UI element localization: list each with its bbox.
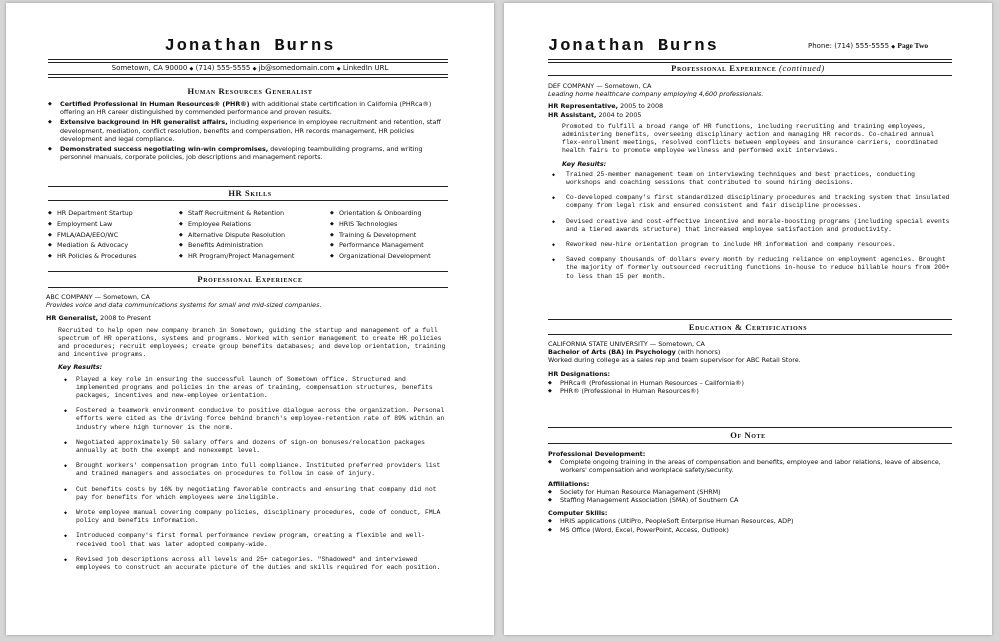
section-divider [48,287,448,288]
candidate-name: Jonathan Burns [164,37,336,56]
designations-list [548,379,952,395]
affiliations-label: Affiliations: [548,479,590,488]
prof-dev-label: Professional Development: [548,450,646,458]
skill-item: ◆ Benefits Administration [179,240,294,251]
skill-item: ◆ Staff Recruitment & Retention [179,208,294,219]
job-block [46,293,450,572]
result-item: ◆ Introduced company's first formal performance review program, creating a flexible and well-received tool that was later adopted company-wide. [64,532,450,548]
skill-item: ◆ HR Program/Project Management [179,251,294,262]
section-divider [48,271,448,272]
header-divider [48,59,448,63]
skill-item: ◆ HR Policies & Procedures [48,251,136,262]
result-item: ◆ Brought workers' compensation program into full compliance. Instituted preferred providers list and trained managers and associates on procedures to follow in case of injury. [64,462,450,478]
result-item: ◆ Co-developed company's first standardized disciplinary procedures and tracking system that insulated company from legal risk and ensured consistent and fair discipline processes. [552,194,952,210]
result-item: ◆ Fostered a teamwork environment conducive to positive dialogue across the organization. Personal efforts were cited as the driving force behind branch's employee-retention rate of 89% within an industry where high turnover is the norm. [64,407,450,432]
key-results-label: Key Results: [58,363,103,372]
role-line: HR Assistant, 2004 to 2005 [548,110,642,119]
section-title-professional-experience: Professional Experience [197,274,303,284]
result-item: ◆ Played a key role in ensuring the successful launch of Sometown office. Structured and implemented programs and policies in the areas of training, compensation structures, benefits packages, incentives and new-employee orientation. [64,376,450,401]
computer-skill-item: ◆ MS Office (Word, Excel, PowerPoint, Access, Outlook) [548,526,952,534]
section-divider [548,443,952,444]
role-line: HR Representative, 2005 to 2008 [548,102,664,111]
section-divider [48,200,448,201]
section-title-professional-experience: Professional Experience (continued) [671,63,825,73]
section-title-of-note: Of Note [730,430,766,440]
section-divider [48,186,448,187]
affiliations-list [548,488,952,504]
company-name: DEF COMPANY — Sometown, CA [548,82,652,90]
section-title-education: Education & Certifications [688,322,808,332]
result-item: ◆ Trained 25-member management team on interviewing techniques and best practices, conducting workshops and coaching sessions that contributed to sound hiring decisions. [552,171,952,187]
summary-item: ◆ Extensive background in HR generalist affairs, including experience in employee recruitment and retention, staff development, mediation, conflict resolution, benefits and compensation, HR records management, HR policies development and legal compliance. [48,118,450,143]
computer-skill-item: ◆ HRIS applications (UltiPro, PeopleSoft Enterprise Human Resources, ADP) [548,517,952,525]
summary-item: ◆ Demonstrated success negotiating win-win compromises, developing teambuilding programs, and writing personnel manuals, corporate policies, job descriptions and management reports. [48,145,450,161]
key-results-label: Key Results: [562,159,607,168]
skill-item: ◆ Mediation & Advocacy [48,240,136,251]
company-description: Leading home healthcare company employing 4,600 professionals. [548,90,764,99]
skill-item: ◆ FMLA/ADA/EEO/WC [48,230,136,241]
separator-diamond-icon: ◆ [891,44,896,50]
page-two-header [808,41,928,50]
section-divider [548,334,952,335]
header-phone: Phone: (714) 555-5555 [808,42,890,50]
of-note-block [548,450,952,534]
result-item: ◆ Reworked new-hire orientation program to include HR information and company resources. [552,241,952,249]
job-summary: Promoted to fulfill a broad range of HR functions, including recruiting and training employees, administering benefits, overseeing disciplinary action and managing HR records. Co-chaired annual flex-enrollment meetings, resolved conflicts between employees and insurance carriers, coordinated health fairs to promote employee wellness and performed exit interviews. [562,122,938,155]
computer-skills-label: Computer Skills: [548,509,608,518]
page-number-label: Page Two [897,41,929,50]
company-description: Provides voice and data communications systems for small and mid-sized companies. [46,301,322,310]
section-divider [548,75,952,76]
skill-item: ◆ Training & Development [330,230,431,241]
skill-item: ◆ Employment Law [48,219,136,230]
affiliation-item: ◆ Society for Human Resource Management (SHRM) [548,488,952,496]
job-summary: Recruited to help open new company branch in Sometown, guiding the startup and management of a full spectrum of HR operations, systems and programs. Worked with senior management to create HR policies and procedures; recruit employees; create group benefits databases; and develop orientation, training and incentive programs. [58,326,446,359]
designation-item: ◆ PHR® (Professional in Human Resources®) [548,387,952,395]
resume-page-two [504,3,992,635]
designations-label: HR Designations: [548,369,611,378]
job-title-line [46,314,450,322]
result-item: ◆ Cut benefits costs by 16% by negotiating favorable contracts and ensuring that company did not pay for benefits for which employees were ineligible. [64,486,450,502]
university-name: CALIFORNIA STATE UNIVERSITY — Sometown, CA [548,340,705,348]
section-divider [548,319,952,320]
skill-item: ◆ Employee Relations [179,219,294,230]
results-list [46,376,450,573]
skills-column-3 [330,208,431,262]
prof-dev-list [548,458,952,474]
contact-line [6,64,494,72]
candidate-name: Jonathan Burns [548,37,719,56]
education-note: Worked during college as a sales rep and team supervisor for ABC Retail Store. [548,356,801,365]
section-divider [548,427,952,428]
degree-line: Bachelor of Arts (BA) in Psychology (with honors) [548,348,721,357]
header-divider [48,74,448,78]
result-item: ◆ Negotiated approximately 50 salary offers and dozens of sign-on bonuses/relocation packages annually at both the exempt and nonexempt level. [64,439,450,455]
skill-item: ◆ Organizational Development [330,251,431,262]
prof-dev-item: ◆ Complete ongoing training in the areas of compensation and benefits, employee and labor relations, leave of absence, workers' compensation and workplace safety/security. [548,458,952,474]
summary-list [48,100,450,161]
contact-email[interactable]: jb@somedomain.com [258,64,335,72]
computer-skills-list [548,517,952,533]
result-item: ◆ Devised creative and cost-effective incentive and morale-boosting programs (including special events and a tiered awards structure) that increased employee satisfaction and productivity. [552,218,952,234]
separator-diamond-icon: ◆ [189,66,194,72]
skill-item: ◆ HR Department Startup [48,208,136,219]
result-item: ◆ Saved company thousands of dollars every month by reducing reliance on employment agencies. Brought the majority of formerly outsourced recruiting functions in-house to reduce billable hours from 200+ to less than 15 per month. [552,256,952,281]
skills-column-2 [179,208,294,262]
skill-item: ◆ Alternative Dispute Resolution [179,230,294,241]
job-dates: 2008 to Present [98,314,151,323]
education-block [548,340,952,395]
resume-page-one [6,3,494,635]
section-title-hr-skills: HR Skills [228,188,272,198]
summary-item: ◆ Certified Professional in Human Resources® (PHR®) with additional state certification in California (PHRca®) offering an HR career distinguished by commended performance and proven results. [48,100,450,116]
result-item: ◆ Wrote employee manual covering company policies, disciplinary procedures, code of conduct, FMLA policy and benefits information. [64,509,450,525]
skill-item: ◆ Performance Management [330,240,431,251]
separator-diamond-icon: ◆ [336,66,341,72]
contact-city: Sometown, CA 90000 [111,64,188,72]
affiliation-item: ◆ Staffing Management Association (SMA) of Southern CA [548,496,952,504]
results-list [548,171,952,281]
designation-item: ◆ PHRca® (Professional in Human Resources – California®) [548,379,952,387]
contact-linkedin[interactable]: LinkedIn URL [342,64,389,72]
contact-phone: (714) 555-5555 [195,64,251,72]
separator-diamond-icon: ◆ [252,66,257,72]
skill-item: ◆ HRIS Technologies [330,219,431,230]
skill-item: ◆ Orientation & Onboarding [330,208,431,219]
result-item: ◆ Revised job descriptions across all levels and 25+ categories. "Shadowed" and interviewed employees to construct an accurate picture of the duties and skills required for each position. [64,556,450,572]
job-block [548,82,952,281]
company-name: ABC COMPANY — Sometown, CA [46,293,150,301]
job-title: HR Generalist, [46,314,99,323]
section-title-hr-generalist: Human Resources Generalist [187,86,313,96]
skills-column-1 [48,208,136,262]
